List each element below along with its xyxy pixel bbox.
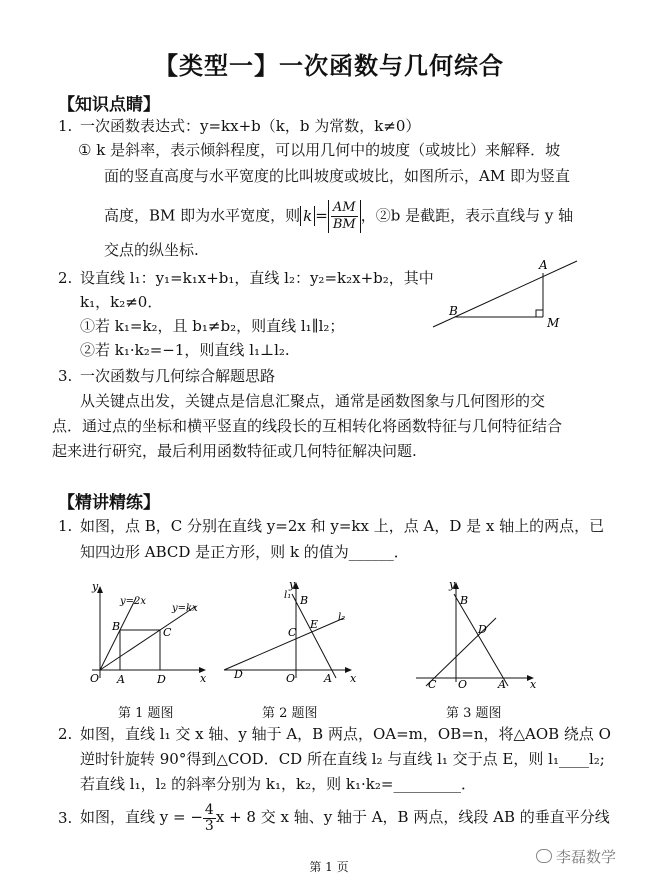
fig1-x-label: x	[200, 672, 207, 685]
fig1-line-2x-label: y=2x	[120, 596, 147, 607]
fig0-label-M: M	[547, 316, 560, 330]
p1-line2: 知四边形 ABCD 是正方形，则 k 的值为______．	[80, 543, 409, 561]
fig2-l1-label: l₁	[284, 590, 292, 601]
k3-number: 3.	[58, 367, 73, 385]
fig0-label-B: B	[449, 304, 458, 318]
fig2-A-label: A	[324, 672, 332, 685]
slope-figure	[425, 255, 585, 335]
k2-number: 2.	[58, 269, 73, 287]
fig2-y-label: y	[289, 578, 296, 591]
p3-number: 3.	[58, 809, 73, 827]
k2-line4: ②若 k₁·k₂=−1，则直线 l₁⊥l₂.	[80, 341, 290, 359]
k1-line3-end: ，②b 是截距，表示直线与 y 轴	[360, 206, 574, 225]
fig3-D-label: D	[478, 623, 487, 636]
k1-line3-start: 高度，BM 即为水平宽度，则	[104, 206, 301, 225]
abs-k: k	[300, 206, 315, 226]
fig1-O-label: O	[90, 672, 100, 685]
fig3-x-label: x	[530, 678, 537, 688]
abs-fraction	[328, 200, 361, 233]
k1-line4: 交点的纵坐标.	[104, 241, 199, 259]
fig3-O-label: O	[458, 678, 468, 688]
k3-line3: 起来进行研究，最后利用函数特征或几何特征解决问题.	[52, 442, 417, 460]
p2-line3: 若直线 l₁，l₂ 的斜率分别为 k₁，k₂，则 k₁·k₂=_________．	[80, 775, 476, 793]
k1-number: 1.	[58, 117, 73, 135]
k2-line1: 设直线 l₁：y₁=k₁x+b₁，直线 l₂：y₂=k₂x+b₂，其中	[80, 269, 434, 287]
p1-number: 1.	[58, 517, 73, 535]
p2-line1: 如图，直线 l₁ 交 x 轴、y 轴于 A，B 两点，OA=m，OB=n，将△AOB 绕点 O	[80, 725, 611, 743]
watermark-text: 李磊数学	[556, 848, 617, 866]
page-title: 【类型一】一次函数与几何综合	[154, 52, 504, 80]
fig3-y-label: y	[449, 578, 456, 591]
p3-line1-end: x + 8 交 x 轴、y 轴于 A，B 两点，线段 AB 的垂直平分线	[215, 808, 610, 826]
k1-text: 一次函数表达式：y=kx+b（k，b 为常数，k≠0）	[80, 117, 421, 135]
fig3-B-label: B	[460, 594, 469, 607]
watermark	[536, 846, 616, 867]
fig1-y-label: y	[92, 580, 99, 593]
fig3-C-label: C	[428, 678, 437, 688]
k2-line3: ①若 k₁=k₂，且 b₁≠b₂，则直线 l₁∥l₂；	[80, 317, 345, 335]
caption-figure-1: 第 1 题图	[118, 706, 174, 721]
p2-number: 2.	[58, 725, 73, 743]
wechat-icon	[536, 849, 552, 863]
fig0-label-A: A	[539, 258, 548, 272]
k1-line1: ① k 是斜率，表示倾斜程度，可以用几何中的坡度（或坡比）来解释．坡	[78, 141, 561, 159]
p3-frac-numerator: 4	[204, 801, 214, 818]
caption-figure-3: 第 3 题图	[446, 706, 502, 721]
figure-1	[84, 578, 214, 688]
fig1-D-label: D	[157, 673, 166, 686]
p3-line1	[80, 800, 610, 834]
fig1-C-label: C	[163, 626, 172, 639]
fig2-x-label: x	[350, 672, 357, 685]
fig3-A-label: A	[498, 678, 506, 688]
k1-line3: 高度，BM 即为水平宽度，则 k = $\frac{AM}{BM}$ ，②b 是截距，表示直线与 y 轴	[104, 200, 574, 232]
figure-2	[220, 578, 360, 688]
fig2-C-label: C	[288, 626, 297, 639]
fig2-B-label: B	[300, 594, 309, 607]
caption-figure-2: 第 2 题图	[262, 706, 318, 721]
k1-frac-numerator: AM	[331, 200, 358, 217]
fig1-line-kx-label: y=kx	[172, 603, 198, 614]
section-practice-heading: 【精讲精练】	[58, 493, 160, 513]
fig1-A-label: A	[117, 673, 125, 686]
figure-3	[412, 578, 542, 688]
p3-frac-denominator: 3	[204, 817, 214, 834]
page-footer: 第 1 页	[309, 860, 349, 874]
p2-line2: 逆时针旋转 90°得到△COD．CD 所在直线 l₂ 与直线 l₁ 交于点 E，则 l₁____l₂;	[80, 750, 605, 768]
k3-line1: 从关键点出发，关键点是信息汇聚点，通常是函数图象与几何图形的交	[80, 392, 546, 410]
section-knowledge-heading: 【知识点睛】	[58, 95, 160, 115]
p3-line1-start: 如图，直线 y = −	[80, 808, 203, 826]
k2-line2: k₁，k₂≠0．	[80, 293, 163, 311]
fig1-B-label: B	[112, 620, 121, 633]
fig2-D-label: D	[234, 668, 243, 681]
k3-title: 一次函数与几何综合解题思路	[80, 367, 276, 385]
fig2-E-label: E	[310, 618, 319, 631]
fig2-O-label: O	[286, 672, 296, 685]
p1-line1: 如图，点 B，C 分别在直线 y=2x 和 y=kx 上，点 A，D 是 x 轴上的两点，已	[80, 517, 605, 535]
k3-line2: 点．通过点的坐标和横平竖直的线段长的互相转化将函数特征与几何特征结合	[52, 417, 563, 435]
k1-line2: 面的竖直高度与水平宽度的比叫坡度或坡比，如图所示，AM 即为竖直	[104, 167, 570, 185]
fig2-l2-label: l₂	[338, 612, 346, 623]
k1-frac-denominator: BM	[332, 217, 356, 232]
